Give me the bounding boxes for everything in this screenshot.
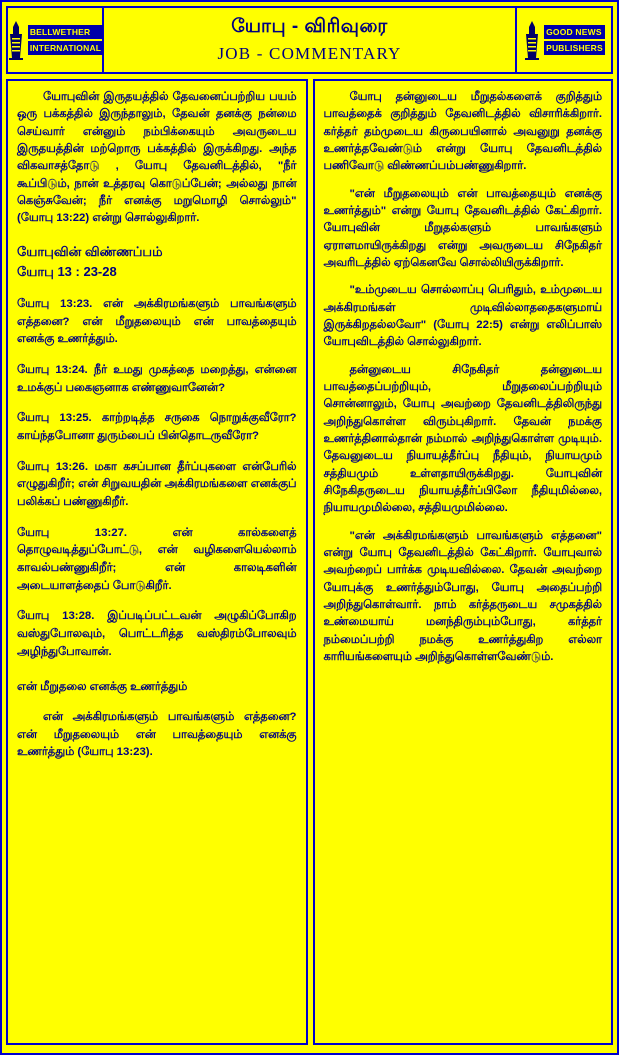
bellwether-logo-line2: INTERNATIONAL — [28, 41, 103, 55]
subsection-heading: என் மீறுதலை எனக்கு உணர்த்தும் — [17, 681, 188, 694]
section-heading — [17, 242, 297, 282]
left-column — [6, 79, 308, 1045]
verse-quote: என் அக்கிரமங்களும் பாவங்களும் எத்தனை? என் மீறுதலையும் என் பாவத்தையும் எனக்கு உணர்த்தும் (யோபு 13:23). — [17, 711, 297, 759]
tower-icon — [523, 20, 541, 60]
bellwether-logo — [8, 8, 104, 72]
verse-item: யோபு 13:26. மகா கசப்பான தீர்ப்புகளை என்பேரில் எழுதுகிறீர்; என் சிறுவயதின் அக்கிரமங்களை எனக்குப் பலிக்கப் பண்ணுகிறீர். — [17, 460, 297, 508]
tower-icon — [7, 20, 25, 60]
section-heading-line2: யோபு 13 : 23-28 — [17, 263, 117, 279]
good-news-logo-line1: GOOD NEWS — [544, 25, 605, 39]
verse-item: யோபு 13:28. இப்படிப்பட்டவன் அழுகிப்போகிற வஸ்துபோலவும், பொட்டரித்த வஸ்திரம்போலவும் அழிந்துபோவான். — [17, 610, 297, 658]
verse-item: யோபு 13:23. என் அக்கிரமங்களும் பாவங்களும் எத்தனை? என் மீறுதலையும் என் பாவத்தையும் எனக்கு உணர்த்தும். — [17, 297, 297, 346]
paragraph: "உம்முடைய சொல்லாப்பு பெரிதும், உம்முடைய அக்கிரமங்கள் முடிவில்லாததைகளுமாய் இருக்கிறதல்லவோ" (யோபு 22:5) என்று எலிப்பாஸ் யோபுவிடத்தில் சொல்லுகிறார். — [323, 284, 602, 349]
section-heading-line1: யோபுவின் விண்ணப்பம் — [17, 243, 163, 259]
right-column — [313, 79, 614, 1045]
verse-item: யோபு 13:27. என் கால்களைத் தொழுவடித்துப்போட்டு, என் வழிகளையெல்லாம் காவல்பண்ணுகிறீர்; என் காலடிகளின் அடையாளத்தைப் போடுகிறீர். — [17, 526, 297, 592]
page-header — [6, 6, 613, 74]
verse-item: யோபு 13:25. காற்றடித்த சருகை நொறுக்குவீரோ? காய்ந்தபோனா துரும்பைப் பின்தொடருவீரோ? — [17, 412, 297, 442]
paragraph: "என் அக்கிரமங்களும் பாவங்களும் எத்தனை" என்று யோபு தேவனிடத்தில் கேட்கிறார். யோபுவால் அவற்றைப் பார்க்க முடியவில்லை. தேவன் அவற்றை யோபுக்கு உணர்த்தும்போது, யோபு அதைப்பற்றி அறிந்துகொள்வார். நாம் கர்த்தருடைய சமுகத்தில் உண்மையாய் மனந்திரும்பும்போது, கர்த்தர் நம்மைப்பற்றி நமக்கு உணர்த்துகிற எல்லா காரியங்களையும் அறிந்துகொள்ளவேண்டும். — [323, 529, 602, 663]
paragraph: "என் மீறுதலையும் என் பாவத்தையும் எனக்கு உணர்த்தும்" என்று யோபு தேவனிடத்தில் கேட்கிறார். யோபுவின் மீறுதல்களும் பாவங்களும் ஏராளமாயிருக்கிறது என்று அவருடைய சிநேகிதர் அவரிடத்தில் ஏற்கெனவே சொல்லியிருக்கிறார். — [323, 187, 602, 269]
verse-item: யோபு 13:24. நீர் உமது முகத்தை மறைத்து, என்னை உமக்குப் பகைஞனாக எண்ணுவானேன்? — [17, 363, 297, 394]
body-columns — [6, 79, 613, 1045]
title-english: JOB - COMMENTARY — [217, 44, 402, 63]
paragraph: தன்னுடைய சிநேகிதர் தன்னுடைய பாவத்தைப்பற்றியும், மீறுதலைப்பற்றியும் சொன்னாலும், யோபு அவற்றை தேவனிடத்திலிருந்து அறிந்துகொள்ள விரும்புகிறார். தேவன் நமக்கு உணர்த்தினால்தான் நம்மால் அறிந்துகொள்ள முடியும். தேவனுடைய நியாயத்தீர்ப்பு நீதியும், நியாயமும் சத்தியமும் உள்ளதாயிருக்கிறது. யோபுவின் சிநேகிதருடைய நியாயத்தீர்ப்பிலோ நீதியுமில்லை, நியாயமுமில்லை, சத்தியமுமில்லை. — [323, 363, 602, 515]
good-news-logo-line2: PUBLISHERS — [544, 41, 605, 55]
paragraph: யோபுவின் இருதயத்தில் தேவனைப்பற்றிய பயம் ஒரு பக்கத்தில் இருந்தாலும், தேவன் தனக்கு நன்மை செய்வார் என்னும் நம்பிக்கையும் அவருடைய இருதயத்தின் மற்றொரு பக்கத்தில் இருக்கிறது. அந்த விகவாசத்தோடு , யோபு தேவனிடத்தில், "நீர் கூப்பிடும், நான் உத்தரவு கொடுப்பேன்; அல்லது நான் கெஞ்சுவேன்; நீர் எனக்கு மறுமொழி சொல்லும்" (யோபு 13:22) என்று சொல்லுகிறார். — [17, 91, 297, 225]
paragraph: யோபு தன்னுடைய மீறுதல்களைக் குறித்தும் பாவத்தைக் குறித்தும் தேவனிடத்தில் விசாரிக்கிறார். கர்த்தர் தம்முடைய கிருபையினால் அவனுறு தனக்கு உணர்த்தவேண்டும் என்று யோபு தேவனிடத்தில் பணிவோடு விண்ணப்பம்பண்ணுகிறார். — [323, 91, 602, 173]
page-title — [104, 8, 515, 72]
title-tamil: யோபு - விரிவுரை — [231, 16, 388, 37]
good-news-publishers-logo — [515, 8, 611, 72]
bellwether-logo-line1: BELLWETHER — [28, 25, 103, 39]
